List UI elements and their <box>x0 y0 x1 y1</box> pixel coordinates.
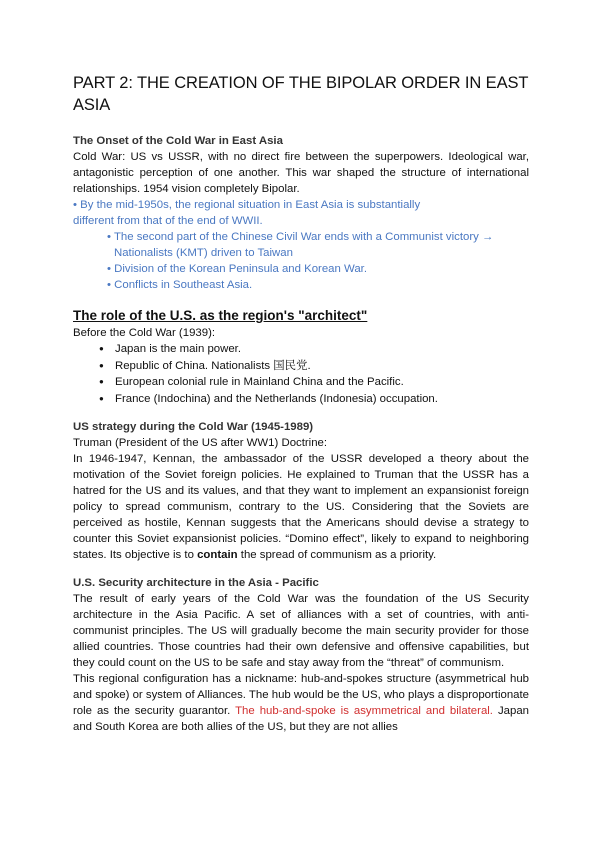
section-heading-us-strategy: US strategy during the Cold War (1945-1989) <box>73 421 314 433</box>
paragraph-cold-war: Cold War: US vs USSR, with no direct fire between the superpowers. Ideological war, antagonistic perception of one another. This war shaped the structure of international relationships. 1954 vision completely Bipolar. <box>73 151 529 195</box>
list-item: ● European colonial rule in Mainland China and the Pacific. <box>101 374 529 391</box>
section-heading-architect: The role of the U.S. as the region's "architect" <box>73 308 368 323</box>
paragraph-before-cold-war: Before the Cold War (1939): <box>73 327 216 339</box>
bullet-list <box>73 341 529 407</box>
document-page <box>73 72 529 735</box>
list-item: ● France (Indochina) and the Netherlands (Indonesia) occupation. <box>101 391 529 408</box>
contain-bold: contain <box>197 549 238 561</box>
blue-note-line1: • By the mid-1950s, the regional situation in East Asia is substantially <box>73 199 421 211</box>
section-heading-security-architecture: U.S. Security architecture in the Asia - Pacific <box>73 577 319 589</box>
page-title: PART 2: THE CREATION OF THE BIPOLAR ORDER IN EAST ASIA <box>73 74 529 114</box>
kennan-text: In 1946-1947, Kennan, the ambassador of the USSR developed a theory about the motivation of the Soviet foreign policies. He explained to Truman that the USSR has a hatred for the US and its values, and that they want to implement an expansionist foreign policy to spread communism, contrary to the US. Considering that the Soviets are perceived as hostile, Kennan suggests that the Americans should devise a strategy to counter this Soviet expansionist policies. “Domino effect”, likely to expand to neighboring states. Its objective is to <box>73 453 529 561</box>
paragraph-security-result: The result of early years of the Cold War was the foundation of the US Security architecture in the Asia Pacific. A set of alliances with a set of countries, with anti-communist principles. The US will gradually become the main security provider for those allied countries. Those countries had their own defensive and offensive capabilities, but they could count on the US to be safe and stay away from the “threat” of communism. <box>73 593 529 669</box>
blue-note-line2: different from that of the end of WWII. <box>73 215 263 227</box>
paragraph-hub-and-spokes <box>73 671 529 735</box>
sub-item: • Division of the Korean Peninsula and Korean War. <box>107 263 368 275</box>
kennan-text-end: the spread of communism as a priority. <box>237 549 437 561</box>
list-item: ● Japan is the main power. <box>101 341 529 358</box>
hub-text: This regional configuration has a nickname: hub-and-spokes structure (asymmetrical hub and spoke) or system of Alliances. The hub would be the US, who plays a disproportionate role as the security guarantor. <box>73 673 529 717</box>
section-heading-onset: The Onset of the Cold War in East Asia <box>73 135 283 147</box>
sub-item: • The second part of the Chinese Civil War ends with a Communist victory → Nationalists (KMT) driven to Taiwan <box>107 231 494 259</box>
hub-red-text: The hub-and-spoke is asymmetrical and bilateral. <box>235 705 493 717</box>
hub-text-end: Japan and South Korea are both allies of the US, but they are not allies <box>73 705 529 733</box>
blue-sub-list <box>73 229 529 293</box>
paragraph-truman: Truman (President of the US after WW1) Doctrine: <box>73 437 328 449</box>
sub-item: • Conflicts in Southeast Asia. <box>107 279 253 291</box>
list-item: ● Republic of China. Nationalists 国民党. <box>101 358 529 375</box>
paragraph-kennan <box>73 451 529 563</box>
